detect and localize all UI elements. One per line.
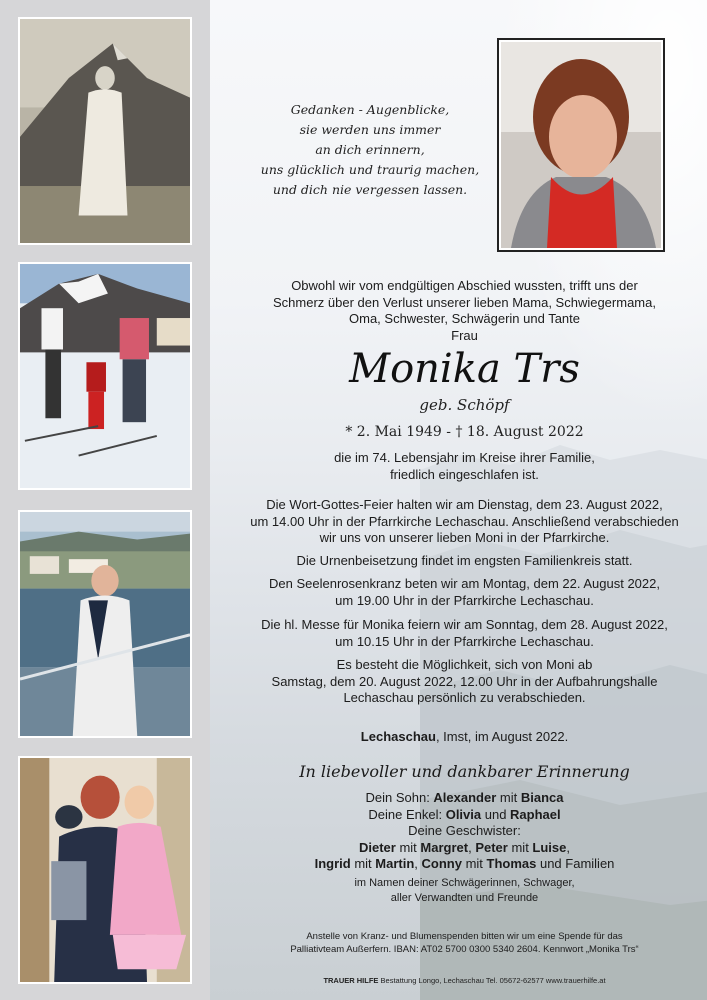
footer-brand: TRAUER HILFE [323,976,379,985]
poem [240,100,500,200]
family-siblings-2: Ingrid mit Martin, Conny mit Thomas und Familien [314,856,615,871]
passing-line: die im 74. Lebensjahr im Kreise ihrer Familie, [334,450,595,465]
photo-young-woman-mountains [18,17,192,245]
mass-line: Die hl. Messe für Monika feiern wir am Sonntag, dem 28. August 2022, [261,617,668,632]
rosary-text [222,576,707,609]
family-grandchildren: Deine Enkel: Olivia und Raphael [368,806,561,822]
donation-text [222,930,707,956]
photo-grandmother-grandchildren [18,756,192,984]
rosary-line: um 19.00 Uhr in der Pfarrkirche Lechaschau. [335,592,594,608]
donation-line: Anstelle von Kranz- und Blumenspenden bitten wir um eine Spende für das [306,931,623,942]
service-line: um 14.00 Uhr in der Pfarrkirche Lechaschau. Anschließend verabschieden [250,513,679,529]
life-dates: * 2. Mai 1949 - † 18. August 2022 [345,424,584,440]
service-line: Die Wort-Gottes-Feier halten wir am Dienstag, dem 23. August 2022, [266,497,663,512]
intro-line: Obwohl wir vom endgültigen Abschied wussten, trifft uns der [291,278,638,293]
family-son: Dein Sohn: Alexander mit Bianca [365,790,564,805]
urn-text [222,553,707,570]
portrait-photo [497,38,665,252]
donation-line: Palliativteam Außerfern. IBAN: AT02 5700 0300 5340 2604. Kennwort „Monika Trs“ [290,944,639,955]
service-line: wir uns von unserer lieben Moni in der Pfarrkirche. [319,530,610,545]
behalf-line: im Namen deiner Schwägerinnen, Schwager, [354,877,575,889]
place-date [222,729,707,746]
photo-skiing-family [18,262,192,490]
viewing-line: Es besteht die Möglichkeit, sich von Moni ab [336,657,593,672]
mass-text [222,617,707,650]
passing-text [222,450,707,483]
intro-line: Frau [451,327,478,343]
footer [222,976,707,985]
poem-line: und dich nie vergessen lassen. [272,182,468,197]
deceased-name: Monika Trs [349,346,580,392]
footer-text: Bestattung Longo, Lechaschau Tel. 05672-62577 www.trauerhilfe.at [378,976,606,985]
intro-text [222,278,707,344]
family-siblings-1: Dieter mit Margret, Peter mit Luise, [358,839,571,855]
family-list [222,790,707,873]
viewing-line: Samstag, dem 20. August 2022, 12.00 Uhr in der Aufbahrungshalle [271,673,658,689]
passing-line: friedlich eingeschlafen ist. [390,466,539,482]
intro-line: Oma, Schwester, Schwägerin und Tante [349,311,580,326]
poem-line: Gedanken - Augenblicke, [290,102,450,117]
urn-line: Die Urnenbeisetzung findet im engsten Familienkreis statt. [296,553,633,568]
birth-name: geb. Schöpf [419,396,510,414]
place-rest: , Imst, im August 2022. [435,729,569,744]
behalf-text [222,876,707,906]
mass-line: um 10.15 Uhr in der Pfarrkirche Lechaschau. [335,633,594,649]
family-siblings-label: Deine Geschwister: [408,823,521,838]
rosary-line: Den Seelenrosenkranz beten wir am Montag, dem 22. August 2022, [269,576,660,591]
photo-boat-lake [18,510,192,738]
viewing-line: Lechaschau persönlich zu verabschieden. [343,690,586,705]
memory-heading: In liebevoller und dankbarer Erinnerung [299,762,630,781]
poem-line: uns glücklich und traurig machen, [260,162,480,177]
behalf-line: aller Verwandten und Freunde [390,892,539,904]
poem-line: an dich erinnern, [315,142,425,157]
viewing-text [222,657,707,707]
place-town: Lechaschau [360,729,436,744]
intro-line: Schmerz über den Verlust unserer lieben Mama, Schwiegermama, [273,294,656,310]
service-text [222,497,707,547]
poem-line: sie werden uns immer [299,122,441,137]
